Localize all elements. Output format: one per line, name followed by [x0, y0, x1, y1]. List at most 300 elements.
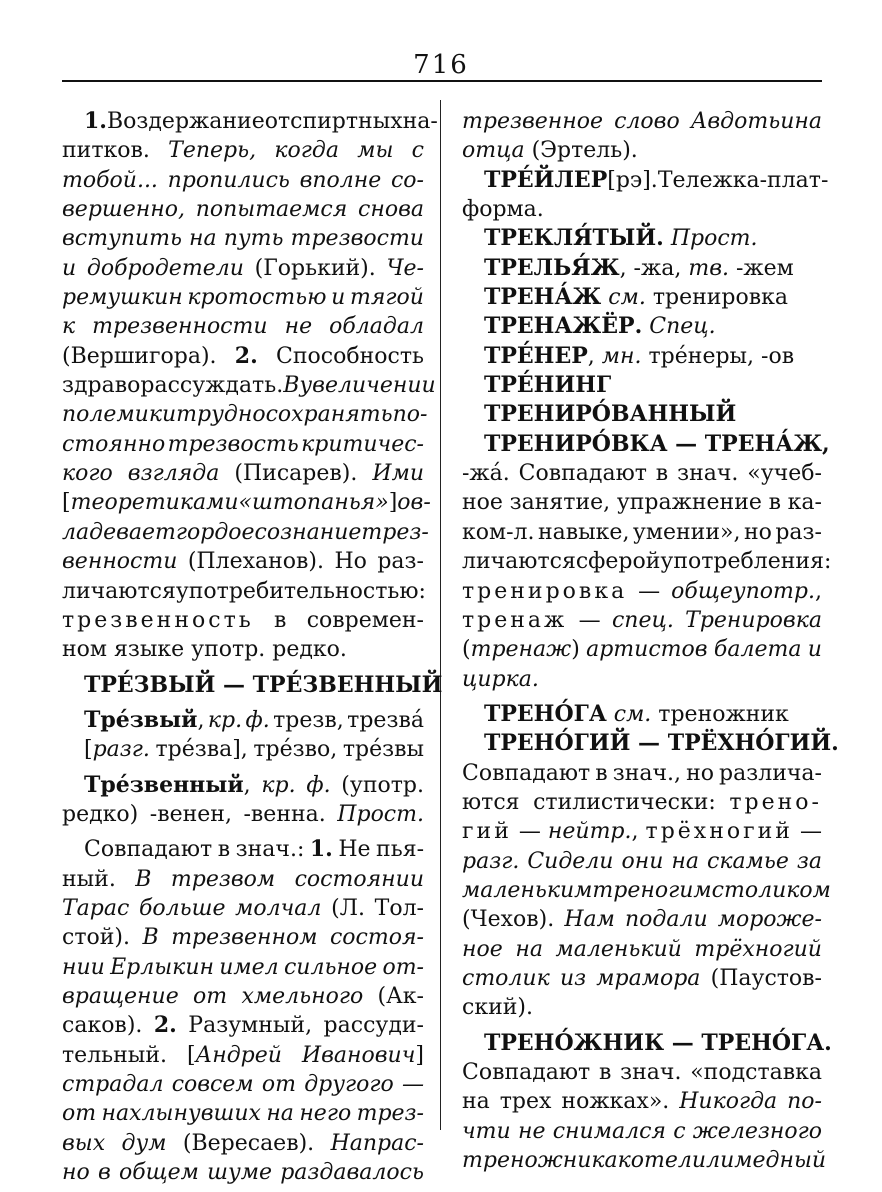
text-segment: в: [595, 760, 608, 786]
right-column-line: [462, 847, 822, 876]
word: [302, 1041, 424, 1070]
word: [357, 1099, 424, 1128]
word: [239, 488, 398, 517]
word: [168, 430, 299, 459]
right-column-line: [462, 166, 829, 195]
word: [218, 835, 230, 864]
text-segment: ка-: [787, 490, 822, 516]
word: [284, 953, 377, 982]
word: [518, 1117, 546, 1146]
right-column-line: [462, 606, 822, 635]
page-number: 716: [413, 50, 469, 80]
word: [273, 706, 344, 735]
word: [207, 1158, 272, 1187]
italic-text: ремушкин: [62, 285, 183, 311]
text-segment: но: [686, 760, 714, 786]
text-segment: тренаж: [462, 607, 568, 633]
word: [331, 1129, 424, 1158]
headword: ТРЕКЛЯ́ТЫЙ.: [484, 225, 664, 252]
word: [596, 964, 700, 993]
text-segment: раз-: [377, 549, 424, 575]
right-column-line: [462, 459, 822, 488]
word: [183, 1129, 314, 1158]
text-segment: знач.:: [235, 837, 305, 863]
left-column-line: [62, 430, 424, 459]
italic-text: «штопанья»: [238, 490, 389, 516]
word: [403, 107, 438, 136]
right-column-line: [462, 312, 822, 341]
italic-text: попытаемся: [195, 197, 348, 223]
word: [62, 1041, 167, 1070]
text-segment: на: [462, 1089, 490, 1115]
left-column-line: [62, 671, 443, 700]
italic-text: критичес-: [301, 431, 424, 457]
text-segment: занятие,: [509, 490, 611, 516]
word: [107, 107, 265, 136]
italic-text: с: [673, 1118, 686, 1144]
text-segment: ский).: [462, 995, 533, 1021]
word: [553, 1117, 666, 1146]
word: [262, 1070, 296, 1099]
word: [391, 166, 424, 195]
italic-text: Теперь,: [168, 138, 257, 164]
text-segment: в: [768, 490, 781, 516]
text-segment: Не: [338, 837, 371, 863]
right-column-line: [462, 136, 822, 165]
left-column-line: [62, 371, 436, 400]
word: [462, 488, 503, 517]
text-segment: упражнение: [616, 490, 762, 516]
text-segment: тренировка: [462, 578, 628, 604]
italic-text: столиком: [711, 877, 831, 903]
left-column-line: [62, 342, 424, 371]
word: [576, 547, 661, 576]
word: [119, 1158, 199, 1187]
italic-text: в: [97, 1160, 111, 1186]
text-segment: [607, 702, 614, 727]
word: [462, 759, 590, 788]
headword: ТРЕ́ЗВЫЙ — ТРЕ́ЗВЕННЫЙ: [84, 671, 443, 698]
text-segment: [664, 226, 671, 251]
text-segment: трех: [499, 1089, 552, 1115]
word: [84, 835, 212, 864]
italic-text: ладевает: [62, 519, 176, 545]
word: [62, 136, 150, 165]
italic-text: за: [796, 848, 822, 874]
text-segment: Разумный,: [188, 1013, 313, 1039]
italic-text: мн.: [601, 343, 642, 369]
right-column-line: [462, 254, 822, 283]
left-column-line: [62, 606, 424, 635]
italic-text: Авдотьина: [690, 109, 822, 134]
word: [62, 606, 254, 635]
italic-text: от: [261, 1072, 296, 1097]
text-segment: ный.: [62, 866, 116, 892]
italic-text: состоя-: [329, 925, 424, 951]
text-segment: ,: [631, 819, 639, 845]
left-column-line: [62, 195, 424, 224]
word: [176, 400, 265, 429]
text-segment: [рэ].: [607, 167, 658, 193]
left-column-line: [62, 1129, 424, 1158]
headword: ТРЕНИРО́ВКА — ТРЕНА́Ж,: [484, 430, 830, 457]
word: [711, 964, 822, 993]
word: [361, 518, 428, 547]
text-segment: (Горький).: [254, 255, 376, 281]
right-column-line: [462, 1087, 822, 1116]
word: [331, 283, 345, 312]
left-column-line: [62, 224, 424, 253]
italic-text: имел: [219, 954, 279, 980]
italic-text: В: [283, 373, 300, 399]
word: [462, 817, 512, 846]
word: [617, 488, 762, 517]
word: [734, 1146, 826, 1175]
text-segment: употребления:: [660, 549, 832, 575]
text-segment: Тележка-плат-: [657, 167, 829, 193]
italic-text: трудно: [176, 402, 266, 428]
word: [377, 547, 424, 576]
text-segment: тре́зва],: [155, 737, 248, 763]
headword: 2.: [153, 1012, 177, 1039]
left-column-line: [62, 136, 424, 165]
word: [560, 964, 586, 993]
italic-text: трезвенное: [462, 109, 604, 134]
italic-text: трезвенном: [171, 925, 318, 951]
italic-text: пропились: [167, 167, 290, 193]
italic-text: другого: [304, 1072, 394, 1097]
word: [172, 1070, 254, 1099]
italic-text: кого: [62, 461, 113, 487]
word: [719, 759, 822, 788]
word: [62, 923, 130, 952]
italic-text: Напрас-: [330, 1130, 424, 1156]
word: [291, 224, 424, 253]
word: [290, 107, 402, 136]
italic-text: трез-: [361, 519, 429, 545]
word: [299, 371, 435, 400]
italic-text: дум: [121, 1130, 167, 1156]
word: [690, 1058, 822, 1087]
word: [500, 1087, 552, 1116]
right-column-line: [462, 430, 830, 459]
word: [304, 1070, 394, 1099]
italic-text: вступить: [62, 226, 182, 252]
right-column-line: [462, 283, 822, 312]
text-segment: ком-л.: [462, 519, 535, 545]
word: [324, 1011, 424, 1040]
italic-text: на: [515, 936, 543, 962]
italic-text: Че-: [386, 255, 424, 281]
text-segment: трезвенность: [62, 607, 254, 633]
italic-text: вращение: [62, 983, 179, 1009]
italic-text: совсем: [171, 1072, 254, 1097]
word: [62, 459, 113, 488]
left-column-line: [62, 771, 424, 800]
text-segment: ,: [814, 578, 822, 604]
italic-text: В: [135, 866, 152, 892]
word: [462, 788, 520, 817]
right-column-line: [462, 759, 822, 788]
italic-text: столик: [462, 965, 550, 991]
italic-text: вполне: [299, 167, 382, 193]
word: [462, 459, 510, 488]
word: [564, 905, 615, 934]
word: [208, 706, 242, 735]
italic-text: ф.: [245, 707, 270, 733]
italic-text: Ерлыкин: [110, 954, 214, 980]
right-column-line: [462, 1029, 832, 1058]
word: [122, 1129, 167, 1158]
word: [612, 606, 674, 635]
italic-text: общеупотр.: [671, 578, 815, 604]
italic-text: трёхногий: [694, 936, 822, 962]
word: [62, 982, 179, 1011]
italic-text: трезвости: [290, 226, 424, 252]
italic-text: кр.: [261, 772, 296, 798]
italic-text: балета: [713, 637, 802, 663]
word: [62, 547, 177, 576]
word: [372, 459, 424, 488]
italic-text: когда: [274, 138, 339, 164]
word: [265, 107, 290, 136]
italic-text: Андрей: [195, 1042, 282, 1068]
right-column-line: [462, 1058, 822, 1087]
word: [462, 1058, 590, 1087]
italic-text: нейтр.: [547, 819, 632, 845]
italic-text: тв.: [688, 255, 729, 281]
italic-text: скамье: [707, 848, 789, 874]
word: [62, 430, 165, 459]
word: [658, 166, 829, 195]
word: [310, 835, 333, 864]
word: [171, 865, 275, 894]
word: [285, 312, 313, 341]
word: [236, 835, 305, 864]
right-column-line: [462, 224, 822, 253]
text-segment: форма.: [462, 197, 544, 223]
text-segment: питков.: [62, 138, 150, 164]
word: [691, 107, 822, 136]
text-segment: —: [518, 819, 541, 845]
right-column-line: [462, 195, 822, 224]
italic-text: ное: [462, 936, 503, 962]
italic-text: от: [62, 1101, 97, 1127]
left-column: [62, 107, 443, 1187]
column-divider: [440, 100, 441, 1130]
italic-text: ф.: [306, 772, 331, 798]
text-segment: -жем: [729, 255, 794, 281]
word: [592, 876, 711, 905]
word: [462, 1117, 511, 1146]
italic-text: страдал: [62, 1072, 164, 1097]
italic-text: стоянно: [62, 431, 166, 457]
text-segment: в: [655, 461, 669, 487]
italic-text: молчал: [235, 895, 322, 921]
text-segment: Совпадают: [462, 1060, 591, 1085]
word: [533, 788, 716, 817]
right-column-line: [462, 788, 822, 817]
word: [330, 923, 424, 952]
italic-text: —: [401, 1072, 424, 1097]
text-segment: редко): [62, 801, 139, 827]
word: [140, 371, 283, 400]
word: [62, 518, 176, 547]
word: [729, 788, 822, 817]
word: [299, 1099, 351, 1128]
word: [87, 254, 244, 283]
italic-text: трезвом: [170, 866, 276, 892]
word: [253, 735, 337, 764]
italic-text: состоянии: [294, 866, 424, 892]
word: [462, 1087, 490, 1116]
word: [62, 577, 176, 606]
word: [62, 1129, 105, 1158]
word: [614, 107, 680, 136]
headword: ТРЕ́НИНГ: [484, 372, 612, 399]
italic-text: мрамора: [596, 965, 701, 991]
word: [155, 735, 247, 764]
word: [84, 771, 251, 800]
left-column-line: [62, 547, 424, 576]
word: [62, 283, 183, 312]
text-segment: в: [598, 1060, 612, 1085]
text-segment: знач.: [620, 1060, 682, 1085]
left-column-line: [62, 1011, 424, 1040]
left-column-line: [62, 1099, 424, 1128]
italic-text: или: [691, 1148, 735, 1174]
word: [556, 935, 682, 964]
headword: 1.: [309, 836, 333, 863]
right-column-line: [462, 342, 822, 371]
text-segment: —: [578, 607, 601, 633]
italic-text: железного: [692, 1118, 822, 1144]
left-column-line: [62, 488, 431, 517]
text-segment: от: [264, 109, 291, 134]
word: [261, 771, 295, 800]
word: [243, 800, 325, 829]
word: [694, 935, 822, 964]
word: [387, 254, 424, 283]
text-segment: (Л.: [331, 895, 366, 921]
italic-text: обладал: [329, 314, 424, 340]
italic-text: трезвость: [167, 431, 299, 457]
right-column-line: [462, 518, 822, 547]
italic-text: разг.: [92, 737, 150, 763]
text-segment: стилистически:: [533, 789, 716, 815]
text-segment: но: [743, 519, 772, 545]
italic-text: и: [331, 285, 346, 311]
left-column-line: [62, 312, 424, 341]
word: [462, 577, 627, 606]
text-segment: тре́зво,: [253, 737, 338, 763]
italic-text: снова: [358, 197, 424, 223]
italic-text: общем: [118, 1160, 199, 1186]
word: [625, 905, 708, 934]
word: [618, 1146, 692, 1175]
italic-text: больше: [138, 895, 226, 921]
headword: ТРЕНО́ГА: [484, 700, 607, 727]
word: [693, 1117, 822, 1146]
italic-text: слово: [614, 109, 680, 134]
word: [188, 547, 324, 576]
left-column-line: [62, 107, 438, 136]
word: [510, 488, 611, 517]
word: [712, 876, 831, 905]
italic-text: тягой: [350, 285, 424, 311]
right-column: [462, 107, 839, 1175]
word: [62, 800, 138, 829]
word: [679, 1087, 777, 1116]
word: [235, 894, 321, 923]
italic-text: не: [517, 1118, 546, 1144]
left-column-line: [62, 923, 424, 952]
word: [412, 136, 424, 165]
left-column-line: [62, 953, 424, 982]
text-segment: умении»,: [632, 519, 741, 545]
text-segment: (Эртель).: [524, 138, 638, 164]
text-segment: на-: [402, 109, 438, 134]
right-column-line: [462, 876, 831, 905]
word: [343, 735, 424, 764]
word: [235, 342, 258, 371]
word: [188, 1011, 312, 1040]
headword: ТРЕ́ЙЛЕР: [484, 166, 608, 193]
text-segment: [: [186, 1042, 196, 1068]
italic-text: Нам: [564, 907, 615, 933]
left-column-line: [62, 283, 424, 312]
italic-text: Иванович: [301, 1042, 416, 1068]
italic-text: из: [559, 965, 587, 991]
italic-text: Ими: [372, 461, 424, 487]
word: [255, 254, 376, 283]
italic-text: тобой...: [62, 167, 158, 193]
headword: 2.: [234, 342, 258, 369]
left-column-line: [62, 865, 424, 894]
italic-text: раздавалось: [280, 1160, 424, 1186]
right-column-line: [462, 665, 822, 694]
word: [274, 136, 339, 165]
italic-text: взгляда: [127, 461, 220, 487]
headword: ТРЕНО́ЖНИК — ТРЕНО́ГА.: [484, 1029, 832, 1056]
left-column-line: [62, 400, 428, 429]
word: [98, 1158, 111, 1187]
text-segment: ,: [587, 343, 602, 369]
word: [62, 1158, 90, 1187]
left-column-line: [62, 1041, 424, 1070]
italic-text: теоретиками: [70, 490, 239, 516]
italic-text: см.: [608, 285, 646, 311]
text-segment: Тол-: [374, 895, 424, 921]
word: [548, 817, 639, 846]
word: [168, 136, 256, 165]
left-column-line: [62, 254, 424, 283]
italic-text: по-: [787, 1089, 822, 1115]
italic-text: на: [671, 848, 700, 874]
text-segment: треножник: [651, 701, 789, 727]
text-segment: ): [571, 637, 580, 663]
right-column-line: [462, 577, 822, 606]
italic-text: подали: [624, 907, 708, 933]
text-segment: «учеб-: [747, 461, 822, 487]
text-segment: —: [800, 819, 822, 845]
word: [620, 1058, 681, 1087]
headword: Тре́звенный: [84, 771, 244, 798]
italic-text: тренаж: [470, 637, 572, 663]
italic-text: мы: [357, 138, 394, 164]
left-column-line: [62, 1158, 424, 1187]
text-segment: трезв,: [273, 707, 344, 733]
